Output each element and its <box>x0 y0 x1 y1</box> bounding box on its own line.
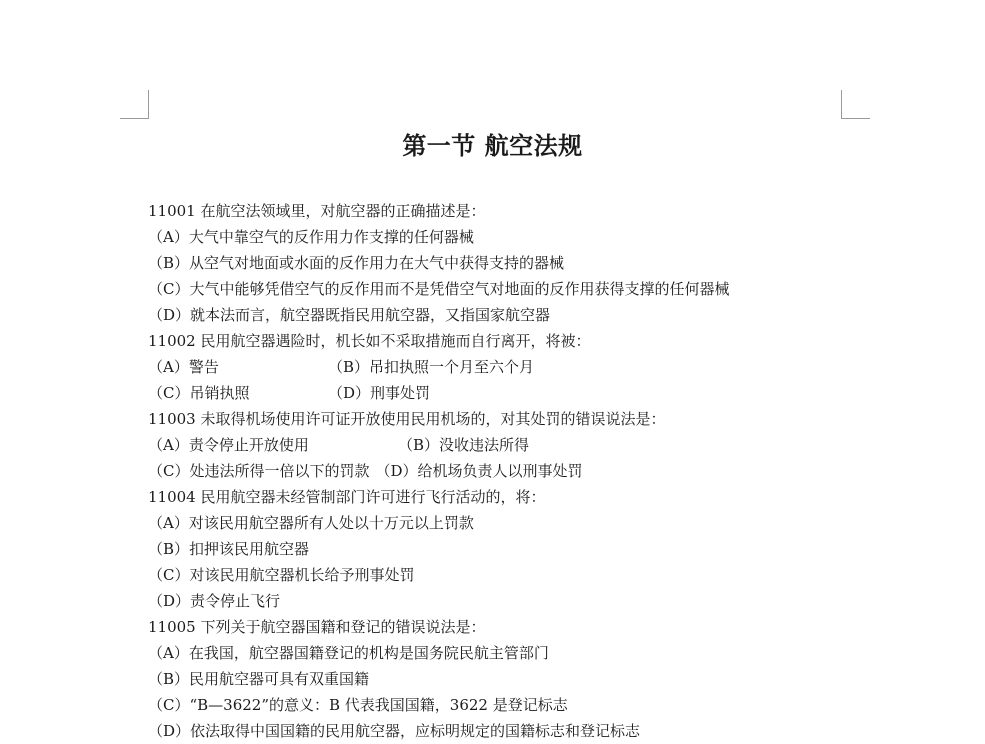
answer-option: （C）吊销执照 <box>148 384 250 402</box>
answer-option: （D）就本法而言，航空器既指民用航空器，又指国家航空器 <box>148 306 551 324</box>
question-stem: 11005 下列关于航空器国籍和登记的错误说法是： <box>148 618 486 636</box>
answer-option: （A）在我国，航空器国籍登记的机构是国务院民航主管部门 <box>148 644 549 662</box>
answer-option: （A）警告 <box>148 358 219 376</box>
answer-option: （A）责令停止开放使用 <box>148 436 309 454</box>
answer-option: （D）给机场负责人以刑事处罚 <box>375 462 583 480</box>
answer-option: （B）从空气对地面或水面的反作用力在大气中获得支持的器械 <box>148 254 565 272</box>
answer-option: （B）吊扣执照一个月至六个月 <box>328 358 535 376</box>
answer-option: （D）刑事处罚 <box>328 384 431 402</box>
answer-option: （C）处违法所得一倍以下的罚款 <box>148 462 370 480</box>
question-stem: 11001 在航空法领域里，对航空器的正确描述是： <box>148 202 486 220</box>
answer-option: （C）“B—3622”的意义：B 代表我国国籍，3622 是登记标志 <box>148 696 568 714</box>
question-stem: 11002 民用航空器遇险时，机长如不采取措施而自行离开，将被： <box>148 332 591 350</box>
answer-option-row <box>148 380 848 406</box>
answer-option: （D）依法取得中国国籍的民用航空器，应标明规定的国籍标志和登记标志 <box>148 722 641 740</box>
answer-option: （A）对该民用航空器所有人处以十万元以上罚款 <box>148 514 474 532</box>
answer-option: （C）大气中能够凭借空气的反作用而不是凭借空气对地面的反作用获得支撑的任何器械 <box>148 280 730 298</box>
answer-option: （B）扣押该民用航空器 <box>148 540 310 558</box>
section-title: 第一节 航空法规 <box>402 132 583 160</box>
question-stem: 11003 未取得机场使用许可证开放使用民用机场的，对其处罚的错误说法是： <box>148 410 666 428</box>
margin-corner-mark-top-right <box>841 90 870 119</box>
answer-option: （B）民用航空器可具有双重国籍 <box>148 670 370 688</box>
answer-option-row <box>148 354 848 380</box>
question-stem: 11004 民用航空器未经管制部门许可进行飞行活动的，将： <box>148 488 546 506</box>
answer-option: （A）大气中靠空气的反作用力作支撑的任何器械 <box>148 228 474 246</box>
margin-corner-mark-top-left <box>120 90 149 119</box>
answer-option: （C）对该民用航空器机长给予刑事处罚 <box>148 566 415 584</box>
answer-option-row <box>148 432 848 458</box>
answer-option-row <box>148 458 848 484</box>
question-list <box>148 198 848 744</box>
answer-option: （B）没收违法所得 <box>398 436 530 454</box>
answer-option: （D）责令停止飞行 <box>148 592 281 610</box>
